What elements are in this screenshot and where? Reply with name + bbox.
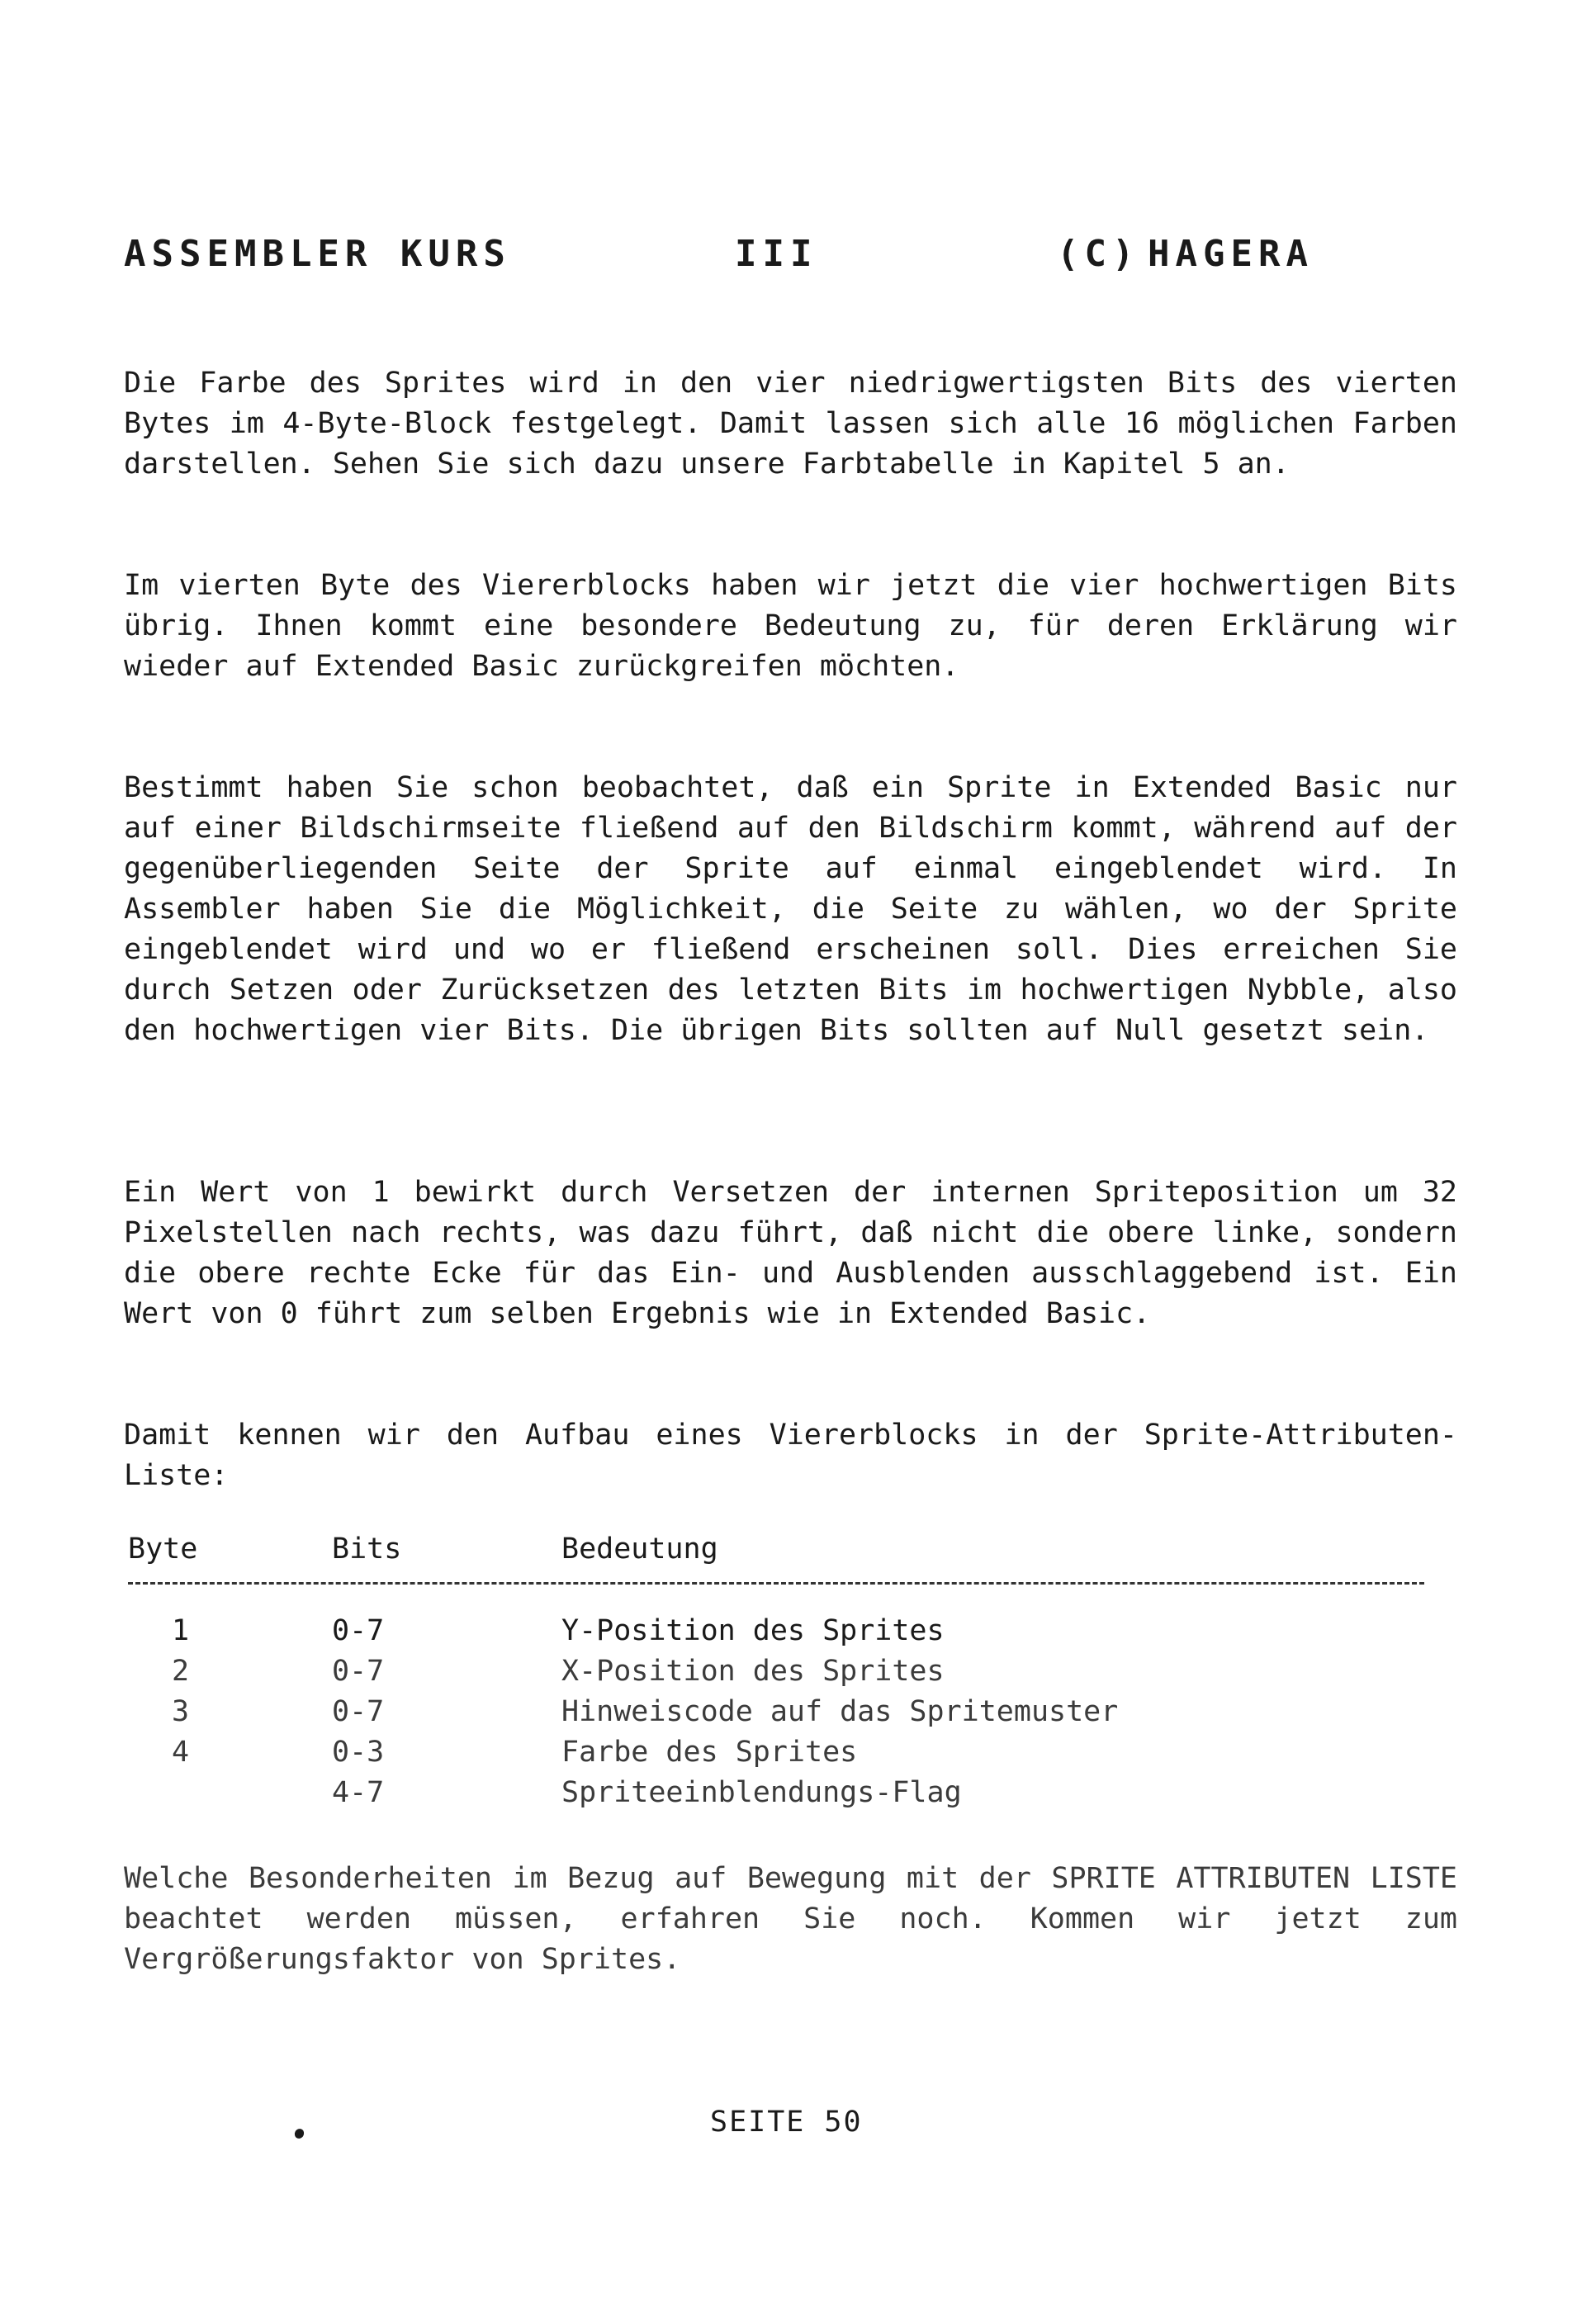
table-divider — [128, 1582, 1424, 1585]
table-row — [0, 1614, 1596, 1655]
table-header-bits: Bits — [332, 1533, 402, 1566]
table-cell-bits: 4-7 — [332, 1776, 385, 1809]
page-number: SEITE 50 — [710, 2106, 863, 2139]
page-header — [124, 233, 1395, 282]
table-row — [0, 1655, 1596, 1695]
paragraph-closing: Welche Besonderheiten im Bezug auf Bewegung mit der SPRITE ATTRIBUTEN LISTE beachtet werden müssen, erfahren Sie noch. Kommen wir jetzt zum Vergrößerungsfaktor von Sprites. — [124, 1862, 1457, 1976]
table-row — [0, 1695, 1596, 1736]
author-name: HAGERA — [1148, 233, 1314, 275]
table-cell-bits: 0-7 — [332, 1655, 385, 1688]
course-title: ASSEMBLER KURS — [124, 233, 511, 275]
table-header-byte: Byte — [128, 1533, 198, 1566]
table-row — [0, 1776, 1596, 1817]
paragraph-early-clock: Bestimmt haben Sie schon beobachtet, daß ein Sprite in Extended Basic nur auf einer Bildschirmseite fließend auf den Bildschirm kommt, während auf der gegenüberliegenden Seite der Sprite auf einmal eingeblendet wird. In Assembler haben Sie die Möglichkeit, die Seite zu wählen, wo der Sprite eingeblendet wird und wo er fließend erscheinen soll. Dies erreichen Sie durch Setzen oder Zurücksetzen des letzten Bits im hochwertigen Nybble, also den hochwertigen vier Bits. Die übrigen Bits sollten auf Null gesetzt sein. — [124, 771, 1457, 1047]
table-cell-byte: 3 — [172, 1695, 190, 1728]
copyright-mark: (C) — [1057, 233, 1140, 275]
table-cell-byte: 1 — [172, 1614, 190, 1647]
table-cell-meaning: Farbe des Sprites — [561, 1736, 858, 1769]
table-cell-meaning: Y-Position des Sprites — [561, 1614, 945, 1647]
table-cell-bits: 0-7 — [332, 1695, 385, 1728]
table-cell-bits: 0-3 — [332, 1736, 385, 1769]
table-cell-bits: 0-7 — [332, 1614, 385, 1647]
table-cell-byte: 2 — [172, 1655, 190, 1688]
paragraph-value-effect: Ein Wert von 1 bewirkt durch Versetzen der internen Spriteposition um 32 Pixelstellen nach rechts, was dazu führt, daß nicht die obere linke, sondern die obere rechte Ecke für das Ein- und Ausblenden ausschlaggebend ist. Ein Wert von 0 führt zum selben Ergebnis wie in Extended Basic. — [124, 1176, 1457, 1330]
table-cell-meaning: Spriteeinblendungs-Flag — [561, 1776, 962, 1809]
course-part: III — [735, 233, 818, 275]
table-header-meaning: Bedeutung — [561, 1533, 718, 1566]
ink-speck — [293, 2127, 306, 2140]
table-cell-byte: 4 — [172, 1736, 190, 1769]
table-header — [0, 1533, 1596, 1574]
paragraph-sprite-color: Die Farbe des Sprites wird in den vier niedrigwertigsten Bits des vierten Bytes im 4-Byte-Block festgelegt. Damit lassen sich alle 16 möglichen Farben darstellen. Sehen Sie sich dazu unsere Farbtabelle in Kapitel 5 an. — [124, 367, 1457, 481]
table-cell-meaning: X-Position des Sprites — [561, 1655, 945, 1688]
table-cell-meaning: Hinweiscode auf das Spritemuster — [561, 1695, 1119, 1728]
table-row — [0, 1736, 1596, 1776]
paragraph-high-bits: Im vierten Byte des Viererblocks haben wir jetzt die vier hochwertigen Bits übrig. Ihnen kommt eine besondere Bedeutung zu, für deren Erklärung wir wieder auf Extended Basic zurückgreifen möchten. — [124, 569, 1457, 683]
paragraph-table-intro: Damit kennen wir den Aufbau eines Viererblocks in der Sprite-Attributen-Liste: — [124, 1419, 1457, 1492]
